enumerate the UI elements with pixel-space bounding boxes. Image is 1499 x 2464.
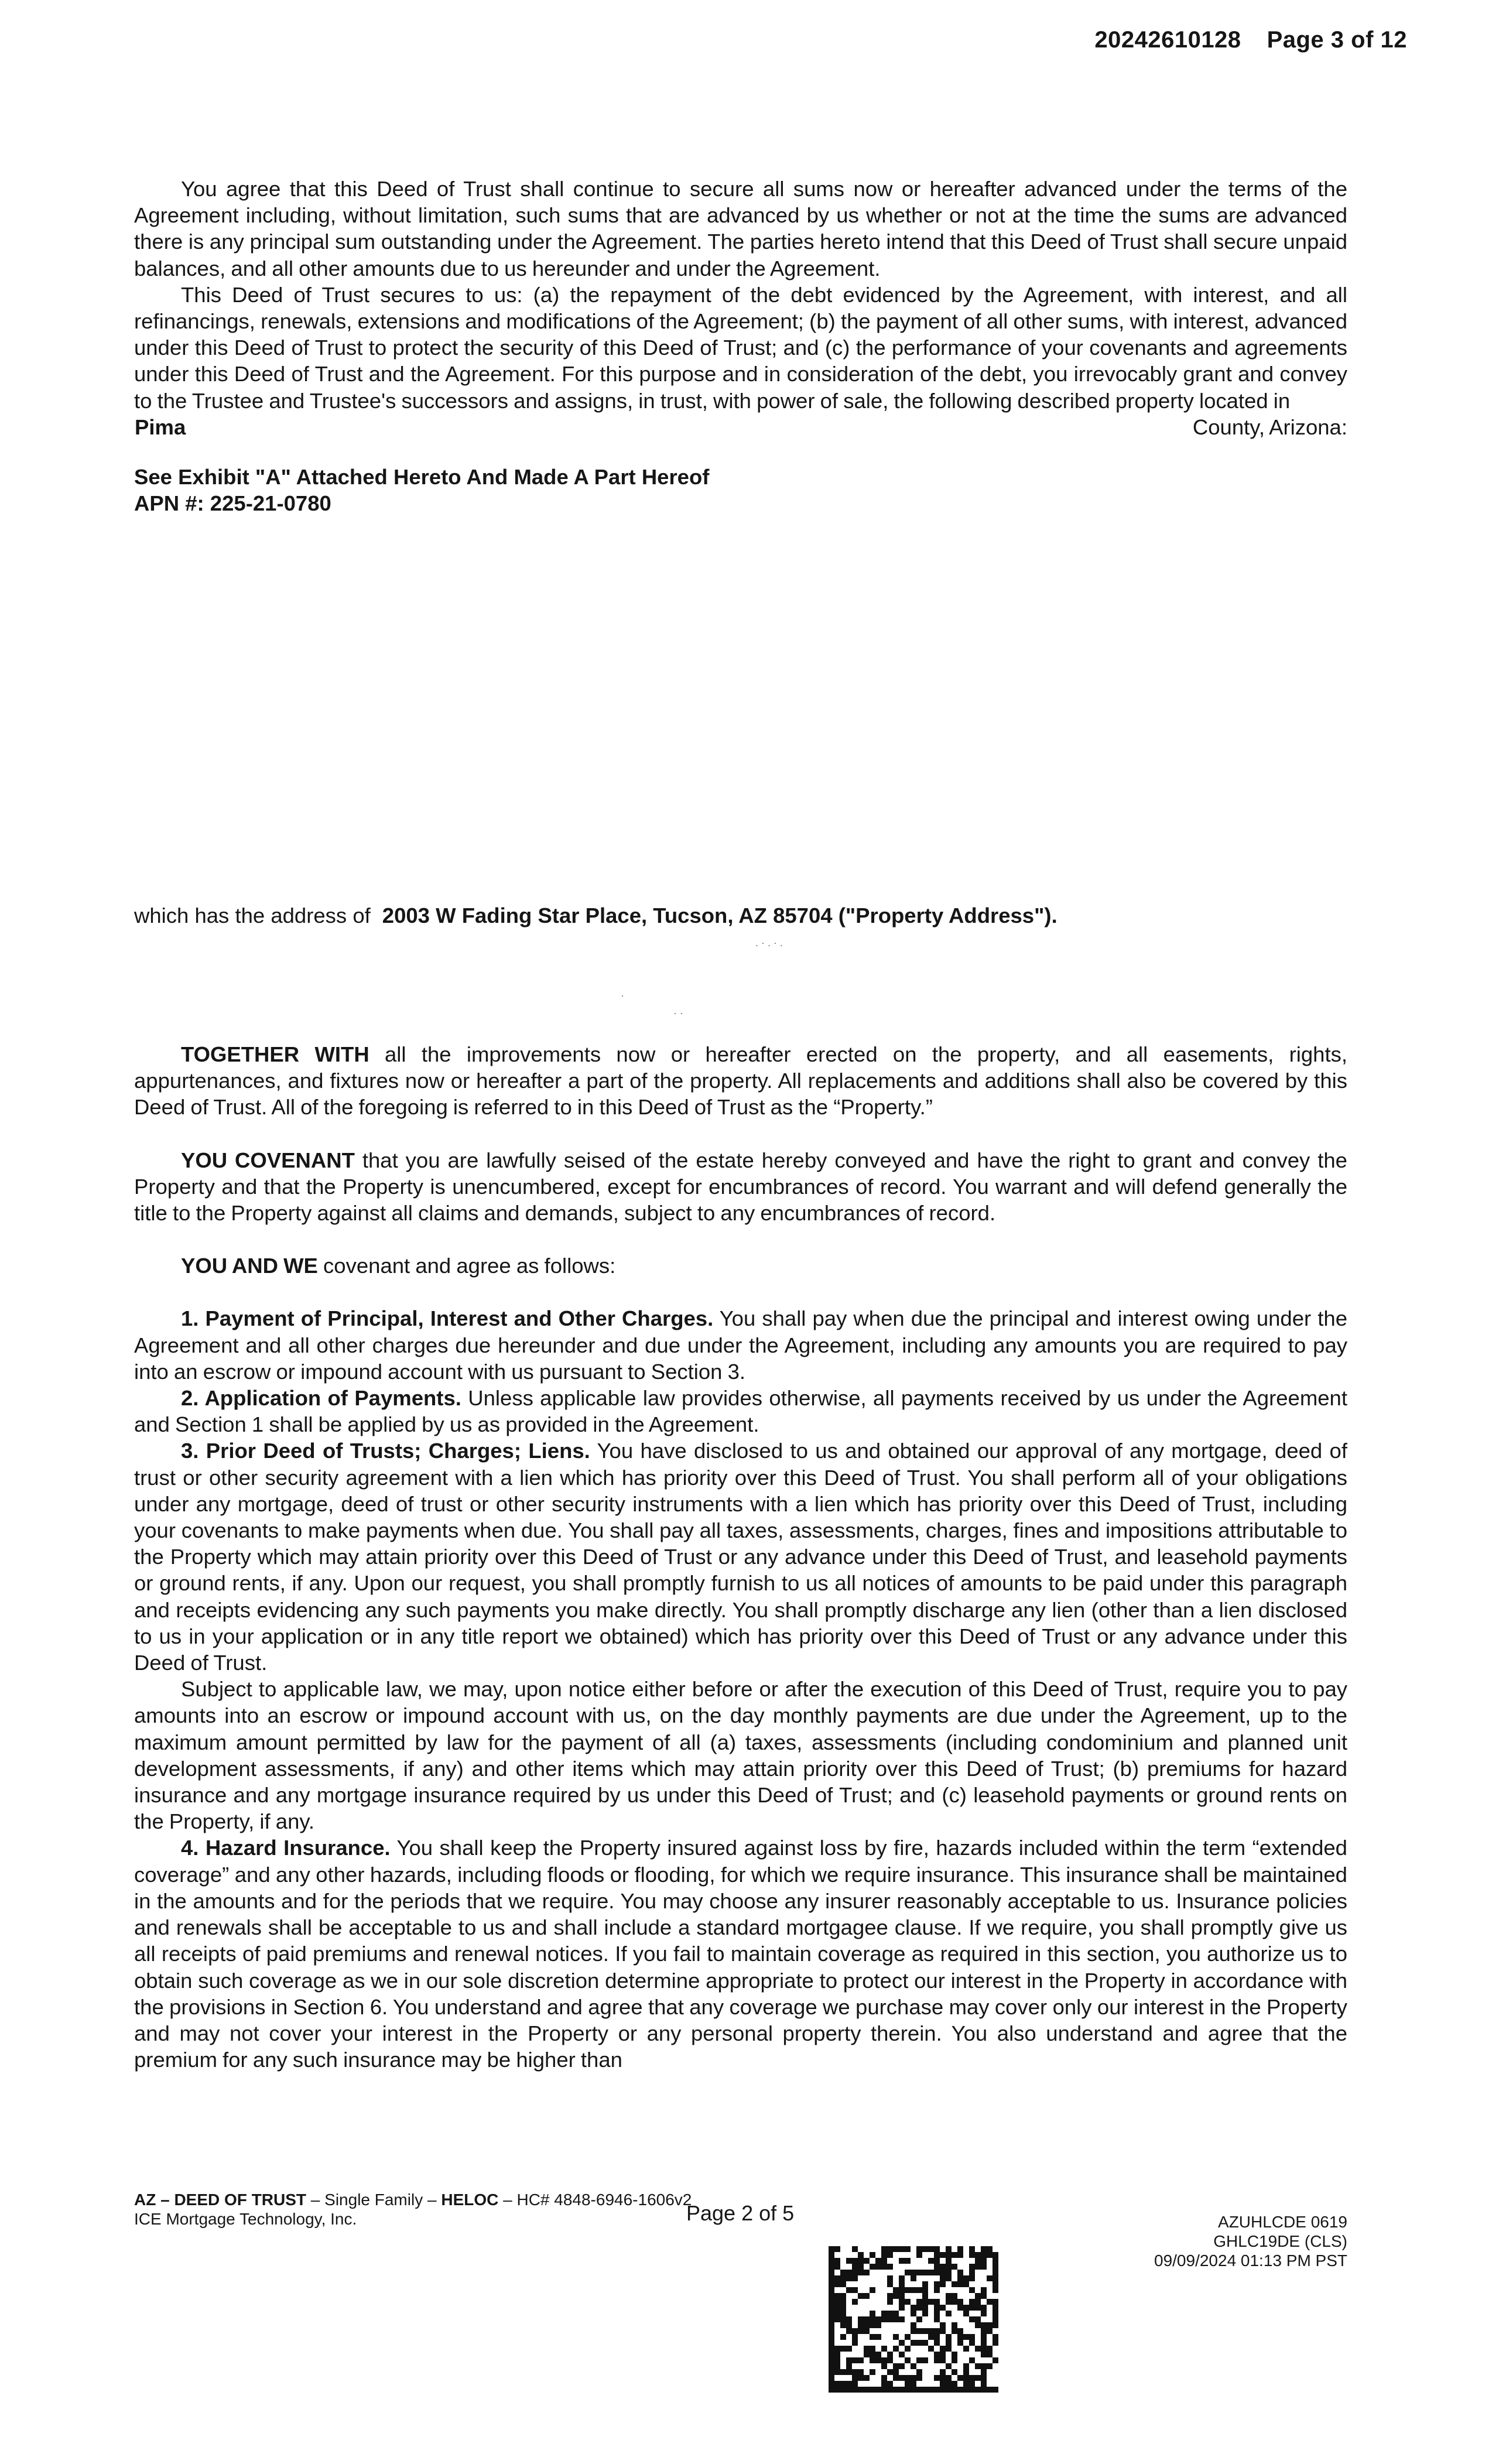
county-name: Pima [135, 415, 186, 439]
section-3 [134, 1438, 1347, 1676]
barcode-icon [829, 2246, 998, 2393]
section-text: You shall keep the Property insured against loss by fire, hazards included within the term “extended coverage” and any other hazards, including floods or flooding, for which we require insurance. This insurance shall be maintained in the amounts and for the periods that we require. You may choose any insurer reasonably acceptable to us. Insurance policies and renewals shall be acceptable to us and shall include a standard mortgagee clause. If we require, you shall promptly give us all receipts of paid premiums and renewal notices. If you fail to maintain coverage as required in this section, you authorize us to obtain such coverage as we in our sole discretion determine appropriate to protect our interest in the Property in accordance with the provisions in Section 6. You understand and agree that any coverage we purchase may cover only our interest in the Property and may not cover your interest in the Property or any personal property therein. You also understand and agree that the premium for any such insurance may be higher than [134, 1836, 1347, 2072]
main-body [134, 1041, 1347, 2073]
paragraph-continue-secure: You agree that this Deed of Trust shall continue to secure all sums now or hereafter advanced under the terms of the Agreement including, without limitation, such sums that are advanced by us whether or not at the time the sums are advanced there is any principal sum outstanding under the Agreement. The parties hereto intend that this Deed of Trust shall secure unpaid balances, and all other amounts due to us hereunder and under the Agreement. [134, 177, 1347, 280]
section-text: You have disclosed to us and obtained our approval of any mortgage, deed of trust or other security agreement with a lien which has priority over this Deed of Trust. You shall perform all of your obligations under any mortgage, deed of trust or other security instruments with a lien which has priority over this Deed of Trust, including your covenants to make payments when due. You shall pay all taxes, assessments, charges, fines and impositions attributable to the Property which may attain priority over this Deed of Trust or any advance under this Deed of Trust, and leasehold payments or ground rents, if any. Upon our request, you shall promptly furnish to us all notices of amounts to be paid under this paragraph and receipts evidencing any such payments you make directly. You shall promptly discharge any lien (other than a lien disclosed to us in your application or in any title report we obtained) which has priority over this Deed of Trust or any advance under this Deed of Trust. [134, 1439, 1347, 1675]
form-number: – HC# 4848-6946-1606v2 [498, 2191, 692, 2209]
form-product: HELOC [441, 2191, 499, 2209]
you-and-we-paragraph [134, 1252, 1347, 1279]
paragraph-secures-text: This Deed of Trust secures to us: (a) the repayment of the debt evidenced by the Agreement, with interest, and all refinancings, renewals, extensions and modifications of the Agreement; (b) the payment of all other sums, with interest, advanced under this Deed of Trust to protect the security of this Deed of Trust; and (c) the performance of your covenants and agreements under this Deed of Trust and the Agreement. For this purpose and in consideration of the debt, you irrevocably grant and convey to the Trustee and Trustee's successors and assigns, in trust, with power of sale, the following described property located in [134, 282, 1347, 413]
section-2 [134, 1385, 1347, 1438]
footer-page-number: Page 2 of 5 [686, 2201, 795, 2225]
form-timestamp: 09/09/2024 01:13 PM PST [1154, 2251, 1347, 2270]
section-4 [134, 1835, 1347, 2073]
escrow-paragraph: Subject to applicable law, we may, upon notice either before or after the execution of this Deed of Trust, require you to pay amounts into an escrow or impound account with us, on the day monthly payments are due under the Agreement, up to the maximum amount permitted by law for the payment of all (a) taxes, assessments (including condominium and planned unit development assessments, if any) and other items which may attain priority over this Deed of Trust; (b) premiums for hazard insurance and any mortgage insurance required by us under this Deed of Trust; and (c) leasehold payments or ground rents on the Property, if any. [134, 1677, 1347, 1834]
form-code-2: GHLC19DE (CLS) [1213, 2232, 1347, 2250]
scan-speck: . · . · . [755, 937, 783, 949]
section-heading: 4. Hazard Insurance. [181, 1836, 391, 1860]
section-text: You shall pay when due the principal and interest owing under the Agreement and all other charges due hereunder and due under the Agreement, including any amounts you are required to pay into an escrow or impound account with us pursuant to Section 3. [134, 1306, 1348, 1384]
address-prefix: which has the address of [134, 904, 371, 928]
you-and-we-text: covenant and agree as follows: [317, 1254, 616, 1278]
apn-number: APN #: 225-21-0780 [134, 491, 331, 516]
section-text: Unless applicable law provides otherwise, all payments received by us under the Agreement and Section 1 shall be applied by us as provided in the Agreement. [134, 1386, 1347, 1437]
page-counter: Page 3 of 12 [1267, 27, 1407, 53]
form-codes [1154, 2212, 1347, 2270]
scan-speck: · · [673, 1007, 683, 1019]
covenant-lead: YOU COVENANT [181, 1148, 355, 1172]
form-identifier [134, 2190, 692, 2229]
form-type: – Single Family – [306, 2191, 442, 2209]
section-heading: 1. Payment of Principal, Interest and Other Charges. [181, 1306, 714, 1331]
property-address: 2003 W Fading Star Place, Tucson, AZ 85704 ("Property Address"). [382, 904, 1057, 928]
you-and-we-lead: YOU AND WE [181, 1254, 318, 1278]
together-text: all the improvements now or hereafter erected on the property, and all easements, rights, appurtenances, and fixtures now or hereafter a part of the property. All replacements and additions shall also be covered by this Deed of Trust. All of the foregoing is referred to in this Deed of Trust as the “Property.” [134, 1042, 1347, 1120]
together-lead: TOGETHER WITH [181, 1042, 369, 1066]
exhibit-block [134, 464, 709, 516]
paragraph-secures-to-us [134, 282, 1347, 414]
section-heading: 3. Prior Deed of Trusts; Charges; Liens. [181, 1439, 590, 1463]
form-title-line [134, 2190, 692, 2209]
scan-speck: · [621, 990, 624, 1001]
together-with-paragraph [134, 1041, 1347, 1121]
covenant-paragraph [134, 1147, 1347, 1227]
county-line [134, 414, 1347, 440]
property-address-line [134, 904, 1057, 928]
intro-paragraphs [134, 176, 1347, 440]
form-company: ICE Mortgage Technology, Inc. [134, 2210, 357, 2228]
recording-header [1094, 27, 1407, 53]
section-1 [134, 1305, 1347, 1385]
covenant-text: that you are lawfully seised of the estate hereby conveyed and have the right to grant and convey the Property and that the Property is unencumbered, except for encumbrances of record. You warrant and will defend generally the title to the Property against all claims and demands, subject to any encumbrances of record. [134, 1148, 1347, 1226]
form-title: AZ – DEED OF TRUST [134, 2191, 307, 2209]
section-heading: 2. Application of Payments. [181, 1386, 461, 1411]
record-number: 20242610128 [1094, 27, 1241, 53]
county-suffix: County, Arizona: [1192, 415, 1347, 439]
exhibit-reference: See Exhibit "A" Attached Hereto And Made A Part Hereof [134, 465, 710, 489]
form-code-1: AZUHLCDE 0619 [1218, 2213, 1347, 2231]
